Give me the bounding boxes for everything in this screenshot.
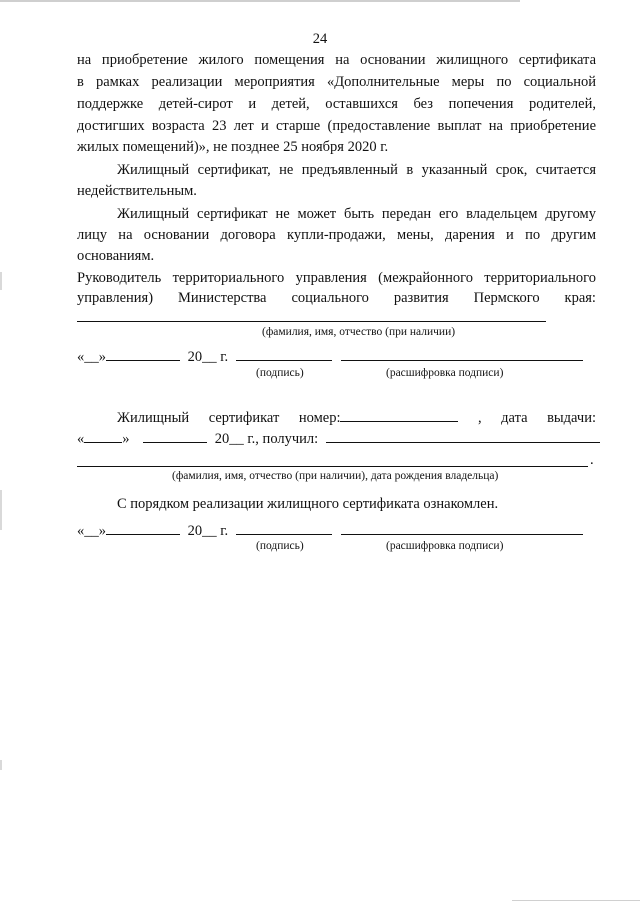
acknowledgement-text: С порядком реализации жилищного сертификата ознакомлен. — [117, 496, 499, 512]
signature-caption: (подпись) — [256, 540, 304, 552]
left-scan-mark — [0, 272, 2, 290]
paragraph-1-line: жилых помещений)», не позднее 25 ноября 2020 г. — [77, 139, 389, 155]
paragraph-2-line: недействительным. — [77, 183, 197, 199]
paragraph-1-line: в рамках реализации мероприятия «Дополнительные меры по социальной — [77, 74, 596, 90]
paragraph-1-line: достигших возраста 23 лет и старше (предоставление выплат на приобретение — [77, 118, 596, 134]
paragraph-2-line: Жилищный сертификат, не предъявленный в указанный срок, считается — [117, 162, 596, 178]
day-field[interactable]: «__» — [77, 349, 106, 365]
fio-caption: (фамилия, имя, отчество (при наличии) — [262, 326, 456, 338]
head-word: управления) — [77, 290, 154, 306]
date-close-quote: » — [122, 431, 130, 447]
top-scan-rule — [0, 0, 520, 2]
bottom-scan-rule — [512, 900, 640, 901]
paragraph-1-line: на приобретение жилого помещения на основании жилищного сертификата — [77, 52, 596, 68]
holder-end-dot: . — [590, 452, 594, 468]
paragraph-3-line: Жилищный сертификат не может быть передан его владельцем другому — [117, 206, 596, 222]
signature-decoding-field[interactable] — [341, 522, 583, 535]
certificate-number-field[interactable] — [340, 409, 458, 422]
issue-word: выдачи: — [547, 410, 596, 426]
month-field[interactable] — [106, 522, 180, 535]
year-label: 20__ г. — [187, 523, 229, 539]
month-field[interactable] — [106, 348, 180, 361]
issue-word: дата — [501, 410, 528, 426]
left-scan-mark — [0, 490, 2, 530]
decoding-caption: (расшифровка подписи) — [386, 540, 504, 552]
year-received-label: 20__ г., получил: — [214, 431, 319, 447]
holder-fio-field[interactable] — [77, 466, 588, 467]
page-number: 24 — [312, 31, 328, 47]
head-line-2 — [77, 290, 596, 306]
head-word: Министерства — [178, 290, 267, 306]
signature-field[interactable] — [236, 348, 332, 361]
day-field[interactable]: «__» — [77, 523, 106, 539]
decoding-caption: (расшифровка подписи) — [386, 367, 504, 379]
paragraph-1-line: поддержке детей-сирот и детей, оставшихся без попечения родителей, — [77, 96, 596, 112]
signature-field[interactable] — [236, 522, 332, 535]
left-scan-mark — [0, 760, 2, 770]
issue-day-field[interactable] — [84, 430, 122, 443]
head-word: края: — [564, 290, 596, 306]
received-row — [77, 430, 596, 447]
date-open-quote: « — [77, 431, 85, 447]
head-word: социального — [291, 290, 369, 306]
date-signature-row-2 — [77, 522, 596, 539]
year-label: 20__ г. — [187, 349, 229, 365]
signature-caption: (подпись) — [256, 367, 304, 379]
head-word: Пермского — [473, 290, 540, 306]
received-by-field[interactable] — [326, 430, 600, 443]
head-fio-field[interactable] — [77, 321, 546, 322]
certificate-number-row — [117, 409, 596, 426]
signature-decoding-field[interactable] — [341, 348, 583, 361]
issue-month-field[interactable] — [143, 430, 207, 443]
head-line: Руководитель территориального управления (межрайонного территориального — [77, 270, 596, 286]
head-word: развития — [393, 290, 449, 306]
holder-caption: (фамилия, имя, отчество (при наличии), дата рождения владельца) — [172, 470, 499, 482]
issue-word-with-field — [299, 409, 459, 426]
paragraph-3-line: лицу на основании договора купли-продажи, мены, дарения и по другим — [77, 227, 596, 243]
paragraph-3-line: основаниям. — [77, 248, 155, 264]
issue-word: Жилищный — [117, 410, 190, 426]
date-signature-row-1 — [77, 348, 596, 365]
issue-word: номер: — [298, 410, 341, 426]
issue-word: , — [478, 410, 482, 426]
issue-word: сертификат — [208, 410, 280, 426]
